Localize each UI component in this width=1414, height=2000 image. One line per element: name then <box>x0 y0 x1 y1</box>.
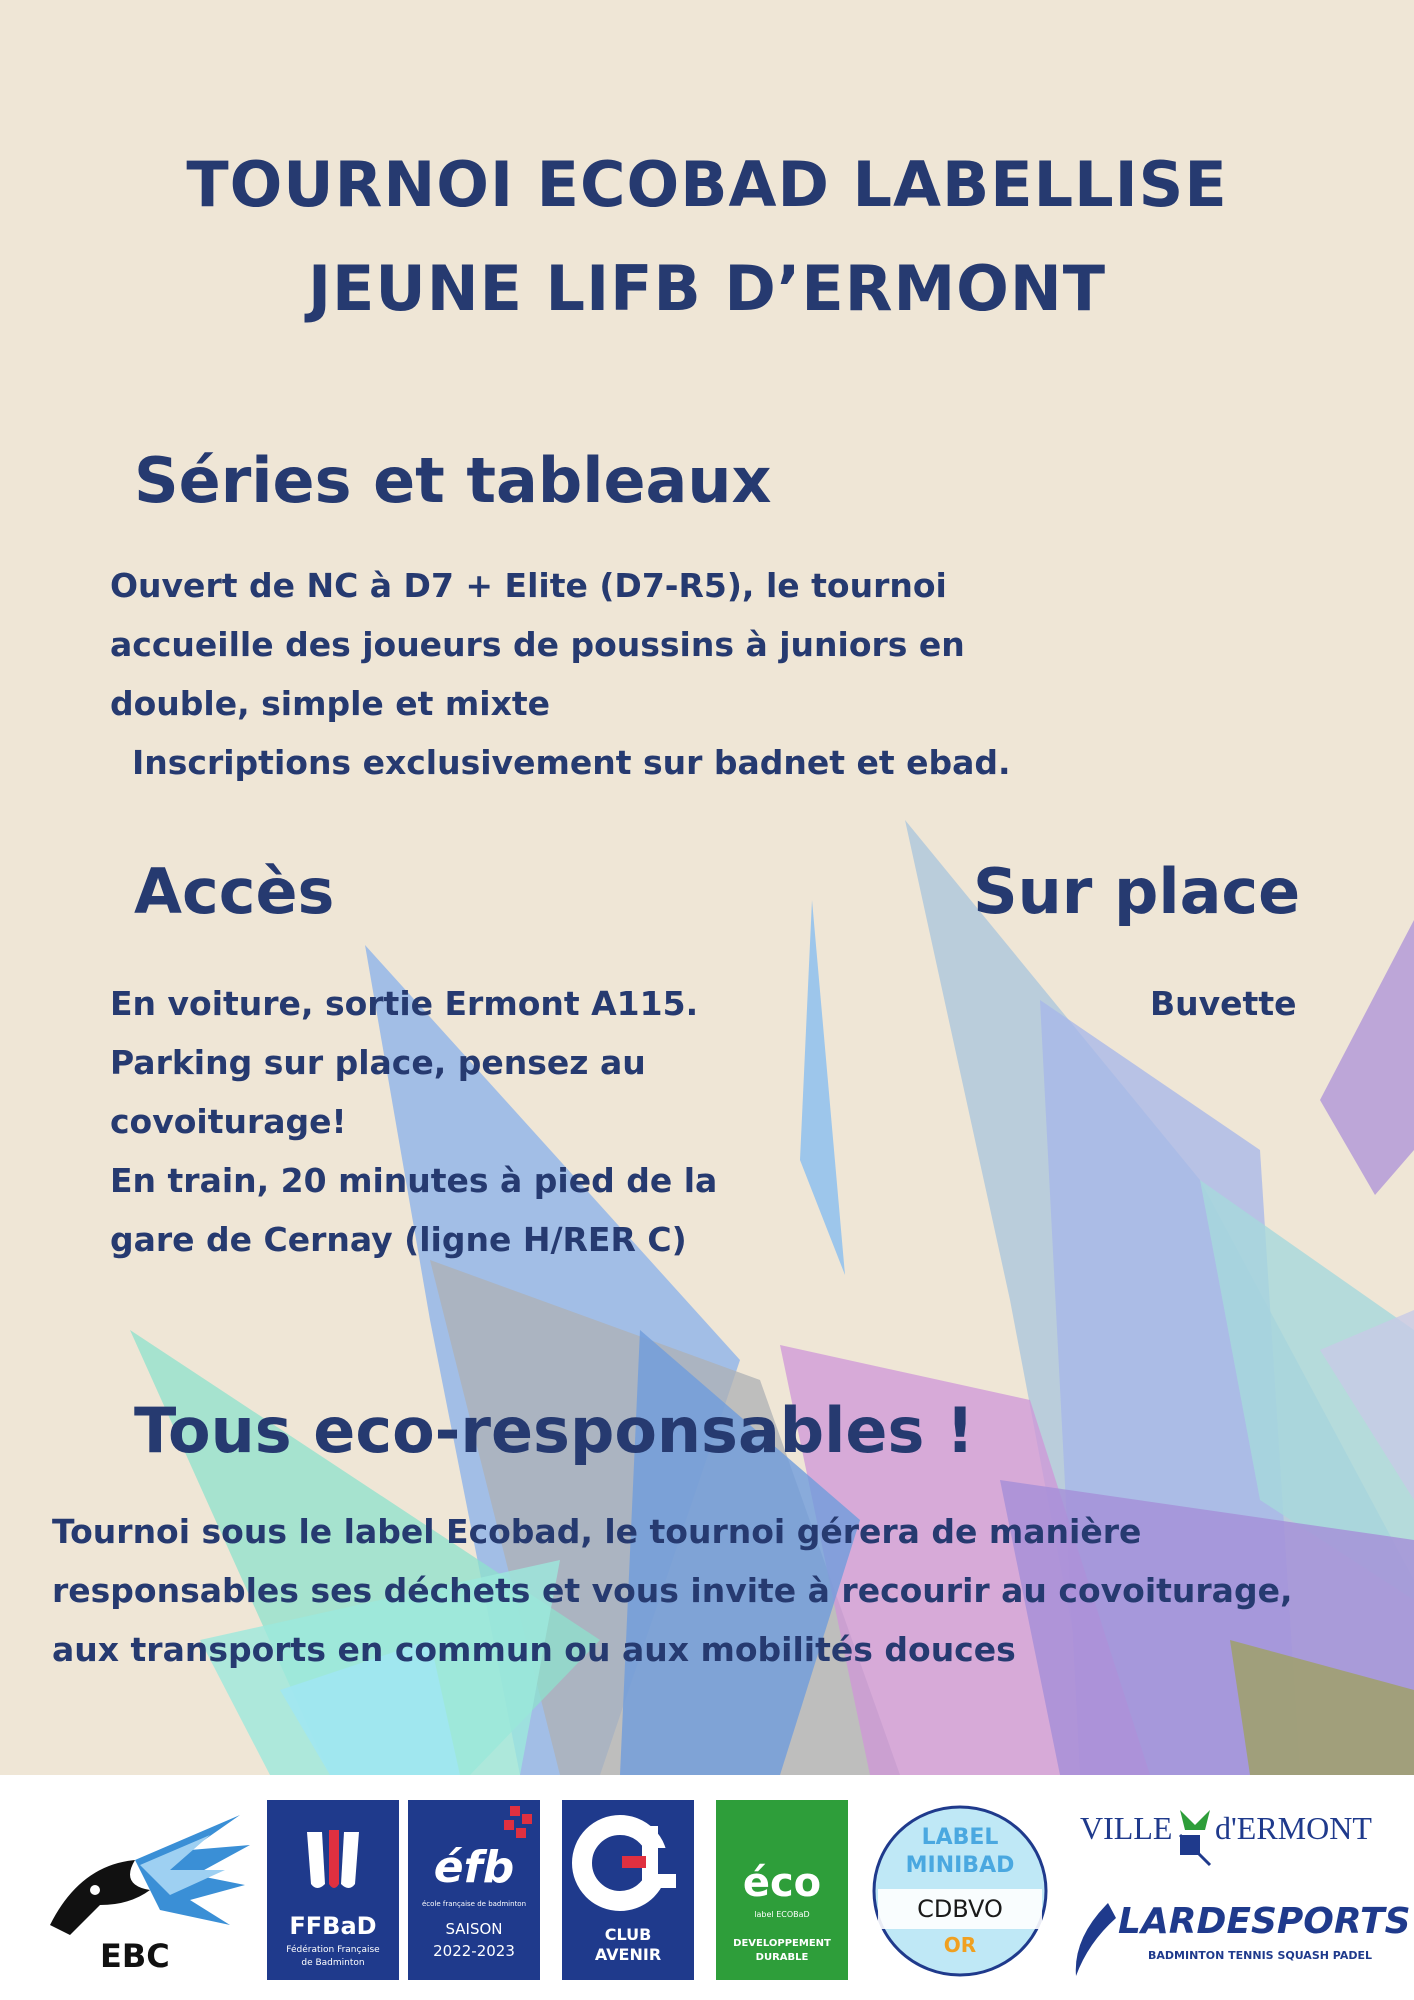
ffbad-logo <box>267 1800 399 1980</box>
ffbad-sub-2: de Badminton <box>301 1958 365 1968</box>
lardesports-logo <box>1068 1893 1411 1983</box>
minibad-grade: OR <box>943 1933 977 1957</box>
eco-label-line-1: DEVELOPPEMENT <box>733 1938 831 1949</box>
ville-label: VILLE <box>1080 1810 1173 1846</box>
club-avenir-mark-icon <box>562 1808 694 1918</box>
sur-place-heading: Sur place <box>973 855 1301 928</box>
series-line: Ouvert de NC à D7 + Elite (D7-R5), le tournoi <box>110 566 947 605</box>
red-squares-icon <box>498 1806 538 1846</box>
title-line-2: JEUNE LIFB D’ERMONT <box>307 252 1107 325</box>
series-line: Inscriptions exclusivement sur badnet et ebad. <box>132 743 1011 782</box>
eco-label-sub: label ECOBaD <box>754 1910 810 1919</box>
club-avenir-line-1: CLUB <box>604 1925 652 1944</box>
club-avenir-logo <box>562 1800 694 1980</box>
efb-logo <box>408 1800 540 1980</box>
swoosh-icon <box>1068 1898 1118 1978</box>
eco-line: responsables ses déchets et vous invite à recourir au covoiturage, <box>52 1571 1293 1610</box>
acces-line: covoiturage! <box>110 1102 347 1141</box>
ermont-label: d'ERMONT <box>1215 1810 1372 1846</box>
efb-name: éfb <box>433 1842 515 1893</box>
ffbad-sub-1: Fédération Française <box>286 1945 380 1955</box>
bg-shape <box>1320 920 1414 1195</box>
lardesports-sub: BADMINTON TENNIS SQUASH PADEL <box>1148 1949 1372 1962</box>
dragon-icon <box>40 1805 255 1955</box>
title-line-1: TOURNOI ECOBAD LABELLISE <box>186 148 1228 221</box>
efb-season-label: SAISON <box>445 1920 503 1938</box>
minibad-org: CDBVO <box>917 1895 1003 1923</box>
lardesports-name: LARDESPORTS <box>1118 1901 1411 1942</box>
acces-line: En voiture, sortie Ermont A115. <box>110 984 699 1023</box>
ville-ermont-logo <box>1075 1795 1375 1885</box>
eco-text <box>52 1502 1292 1679</box>
eco-label-line-2: DURABLE <box>755 1952 809 1963</box>
series-heading: Séries et tableaux <box>134 444 772 517</box>
club-avenir-mark: CA <box>627 1808 629 1809</box>
eco-label-name: éco <box>742 1860 822 1906</box>
acces-line: gare de Cernay (ligne H/RER C) <box>110 1220 687 1259</box>
minibad-logo <box>870 1803 1050 1979</box>
acces-text <box>110 974 717 1269</box>
series-text <box>110 556 1011 792</box>
series-line: accueille des joueurs de poussins à juniors en <box>110 625 965 664</box>
acces-line: Parking sur place, pensez au <box>110 1043 646 1082</box>
efb-sub: école française de badminton <box>421 1900 527 1908</box>
ffbad-name: FFBaD <box>289 1912 377 1940</box>
minibad-line-2: MINIBAD <box>905 1853 1015 1878</box>
club-avenir-line-2: AVENIR <box>594 1945 662 1964</box>
ebc-logo <box>40 1805 255 1985</box>
minibad-line-1: LABEL <box>921 1825 999 1850</box>
acces-line: En train, 20 minutes à pied de la <box>110 1161 718 1200</box>
eco-label-logo <box>716 1800 848 1980</box>
eco-line: aux transports en commun ou aux mobilités douces <box>52 1630 1016 1669</box>
sponsor-logo-bar <box>0 1775 1414 2000</box>
bg-shape <box>800 900 845 1275</box>
eco-heading: Tous eco-responsables ! <box>134 1394 975 1467</box>
ebc-label: EBC <box>100 1937 170 1975</box>
series-line: double, simple et mixte <box>110 684 551 723</box>
shuttlecock-icon <box>267 1822 399 1902</box>
ermont-emblem-icon <box>1175 1805 1215 1885</box>
acces-heading: Accès <box>134 855 335 928</box>
efb-season: 2022-2023 <box>433 1942 515 1960</box>
eco-line: Tournoi sous le label Ecobad, le tournoi gérera de manière <box>52 1512 1142 1551</box>
sur-place-text: Buvette <box>1150 984 1297 1023</box>
